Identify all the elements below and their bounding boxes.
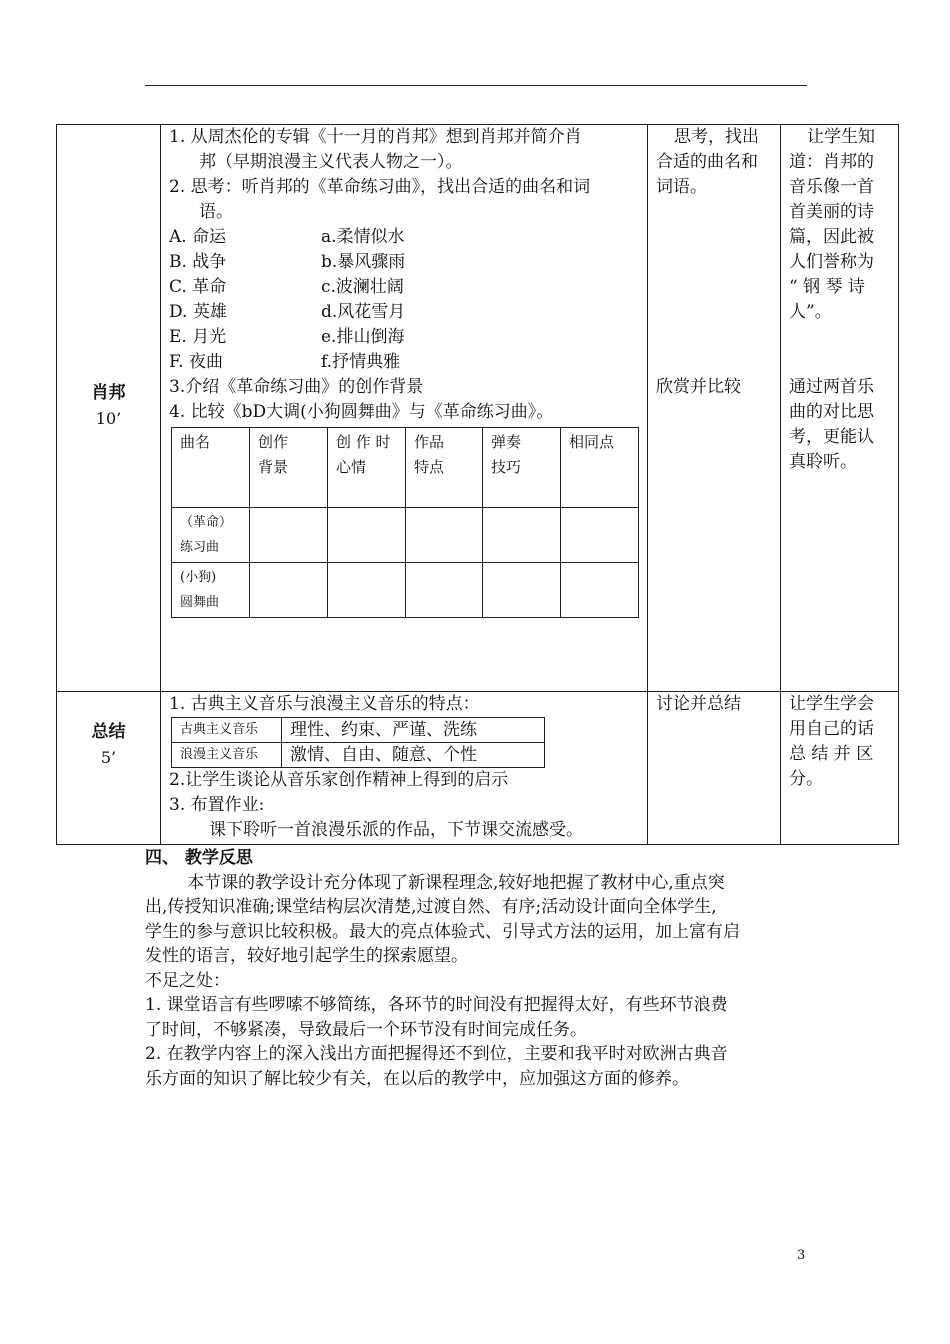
feature-value: 理性、约束、严谨、洗练 [282,718,545,743]
intent-line: 分。 [789,769,823,789]
compare-header-cell: 相同点 [561,428,639,508]
compare-header-cell: 创作 背景 [250,428,328,508]
intent-line: 道：肖邦的 [789,152,874,172]
compare-header-row [172,428,639,508]
option-row [161,275,647,300]
intent-line: “ 钢 琴 诗 [789,277,865,297]
features-table [171,717,545,768]
option-left: A. 命运 [169,227,227,247]
intent-line: 让学生学会 [789,694,874,714]
intent-line: 总 结 并 区 [789,744,874,764]
intent-line: 篇，因此被 [789,227,874,247]
section-minutes: 10’ [95,409,122,428]
option-row [161,300,647,325]
intent-line: 让学生知 [807,127,875,147]
option-row [161,225,647,250]
reflection-line: 本节课的教学设计充分体现了新课程理念,较好地把握了教材中心,重点突 [187,872,725,893]
activity-line: 合适的曲名和 [656,152,758,172]
summary-item-1: 1. 古典主义音乐与浪漫主义音乐的特点： [169,694,480,714]
page-number: 3 [797,1248,806,1263]
section-name: 肖邦 [91,383,126,403]
compare-cell [483,508,561,563]
activity-compare: 欣赏并比较 [656,377,741,397]
section-row-summary [57,692,899,845]
compare-row-label: (小狗) 圆舞曲 [172,563,250,618]
option-row [161,350,647,375]
intent-line: 曲的对比思 [789,402,874,422]
intent-line: 通过两首乐 [789,377,874,397]
section-name: 总结 [91,722,126,742]
intent-cell [781,125,899,692]
feature-row [172,743,545,768]
activity-summary: 讨论并总结 [656,694,741,714]
option-left: C. 革命 [169,277,227,297]
compare-cell [406,508,483,563]
option-right: a.柔情似水 [321,227,405,247]
feature-label: 浪漫主义音乐 [172,743,282,768]
section-label-cell [57,692,161,845]
compare-header-cell: 作品 特点 [406,428,483,508]
reflection-line: 乐方面的知识了解比较少有关，在以后的教学中，应加强这方面的修养。 [145,1068,689,1089]
compare-cell [561,508,639,563]
compare-row [172,563,639,618]
feature-row [172,718,545,743]
compare-cell [250,508,328,563]
compare-table [171,427,639,618]
reflection-line: 了时间，不够紧凑，导致最后一个环节没有时间完成任务。 [145,1019,587,1040]
option-left: B. 战争 [169,252,227,272]
item-4: 4. 比较《bD大调(小狗圆舞曲》与《革命练习曲》。 [169,402,554,422]
summary-item-3-detail: 课下聆听一首浪漫乐派的作品，下节课交流感受。 [209,820,583,840]
option-left: D. 英雄 [169,302,227,322]
reflection-line: 2. 在教学内容上的深入浅出方面把握得还不到位，主要和我平时对欧洲古典音 [145,1044,728,1064]
option-left: E. 月光 [169,327,227,347]
option-right: d.风花雪月 [321,302,406,322]
intent-line: 音乐像一首 [789,177,874,197]
activity-line: 词语。 [656,177,707,197]
compare-row-label: （革命） 练习曲 [172,508,250,563]
section-row-chopin [57,125,899,692]
intent-line: 用自己的话 [789,719,874,739]
compare-row [172,508,639,563]
option-left: F. 夜曲 [169,352,223,372]
compare-cell [328,508,406,563]
compare-header-cell: 弹奏 技巧 [483,428,561,508]
feature-value: 激情、自由、随意、个性 [282,743,545,768]
option-right: b.暴风骤雨 [321,252,406,272]
section-minutes: 5’ [100,748,117,767]
compare-cell [406,563,483,618]
option-right: f.抒情典雅 [321,352,401,372]
item-2-line-1: 2. 思考：听肖邦的《革命练习曲》，找出合适的曲名和词 [169,177,591,197]
compare-cell [561,563,639,618]
compare-header-cell: 曲名 [172,428,250,508]
section-label-cell [57,125,161,692]
option-row [161,325,647,350]
option-right: e.排山倒海 [321,327,405,347]
reflection-line: 学生的参与意识比较积极。最大的亮点体验式、引导式方法的运用，加上富有启 [145,921,740,942]
item-2-line-2: 语。 [199,202,233,222]
activity-line: 思考，找出 [674,127,759,147]
feature-label: 古典主义音乐 [172,718,282,743]
summary-item-3: 3. 布置作业: [169,795,265,815]
compare-header-cell: 创 作 时 心情 [328,428,406,508]
reflection-line: 出,传授知识准确;课堂结构层次清楚,过渡自然、有序;活动设计面向全体学生, [145,897,717,917]
student-activity-cell [648,125,781,692]
option-right: c.波澜壮阔 [321,277,404,297]
item-1-line-1: 1. 从周杰伦的专辑《十一月的肖邦》想到肖邦并简介肖 [169,127,582,147]
intent-line: 首美丽的诗 [789,202,874,222]
summary-item-2: 2.让学生谈论从音乐家创作精神上得到的启示 [169,770,509,790]
reflection-section [145,846,810,1091]
option-row [161,250,647,275]
reflection-heading: 四、 教学反思 [145,848,253,868]
student-activity-cell [648,692,781,845]
item-1-line-2: 邦（早期浪漫主义代表人物之一）。 [199,152,463,172]
content-cell [161,125,648,692]
item-3: 3.介绍《革命练习曲》的创作背景 [169,377,424,397]
header-rule [145,85,807,86]
intent-line: 人们誉称为 [789,252,874,272]
compare-cell [328,563,406,618]
compare-cell [250,563,328,618]
intent-line: 人”。 [789,302,832,322]
intent-line: 考，更能认 [789,427,874,447]
shortcomings-title: 不足之处： [145,970,230,991]
reflection-line: 1. 课堂语言有些啰嗦不够简练，各环节的时间没有把握得太好，有些环节浪费 [145,995,728,1015]
intent-line: 真聆听。 [789,452,857,472]
reflection-line: 发性的语言，较好地引起学生的探索愿望。 [145,946,468,966]
intent-cell [781,692,899,845]
content-cell [161,692,648,845]
compare-cell [483,563,561,618]
lesson-table [56,124,899,845]
